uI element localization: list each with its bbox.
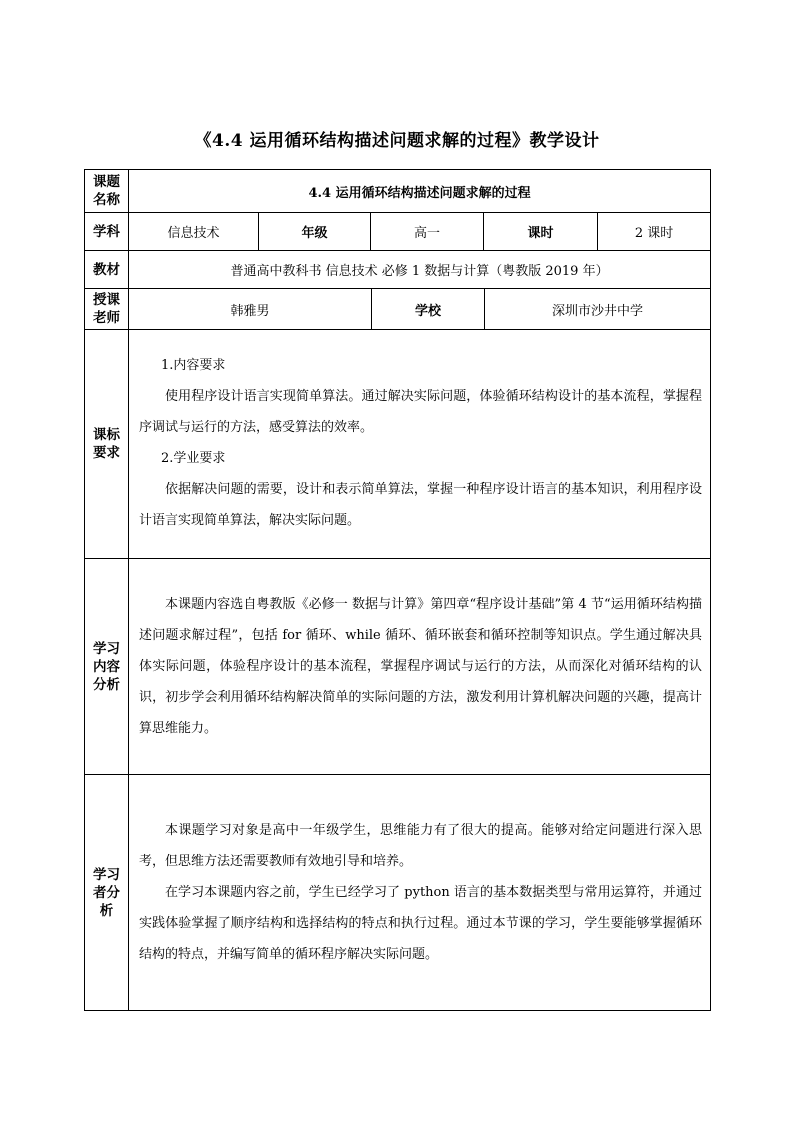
subject-value: 信息技术 (129, 213, 259, 251)
standards-content (129, 330, 711, 559)
content-analysis-text: 本课题内容选自粤教版《必修一 数据与计算》第四章“程序设计基础”第 4 节“运用循环结构描述问题求解过程”，包括 for 循环、while 循环、循环嵌套和循环控制等知识点。学生通过解决具体实际问题，体验程序设计的基本流程，掌握程序调试与运行的方法，从而深化对循环结构的认识，初步学会利用循环结构解决简单的实际问题的方法，激发利用计算机解决问题的兴趣，提高计算思维能力。 (139, 597, 703, 736)
textbook-label: 教材 (85, 251, 129, 289)
content-analysis-content (129, 559, 711, 775)
academic-requirement-text: 依据解决问题的需要，设计和表示简单算法，掌握一种程序设计语言的基本知识，利用程序设计语言实现简单算法，解决实际问题。 (139, 482, 703, 528)
content-requirement-text: 使用程序设计语言实现简单算法。通过解决实际问题，体验循环结构设计的基本流程，掌握程序调试与运行的方法，感受算法的效率。 (139, 389, 703, 435)
teacher-value: 韩雅男 (129, 289, 372, 330)
academic-requirement-heading: 2.学业要求 (161, 451, 226, 466)
document-title: 《4.4 运用循环结构描述问题求解的过程》教学设计 (194, 131, 600, 151)
topic-row (85, 170, 711, 213)
lesson-plan-table (84, 169, 711, 1011)
content-requirement-heading: 1.内容要求 (161, 358, 226, 373)
textbook-row (85, 251, 711, 289)
hours-value: 2 课时 (598, 213, 711, 251)
learner-analysis-text-2: 在学习本课题内容之前，学生已经学习了 python 语言的基本数据类型与常用运算符，并通过实践体验掌握了顺序结构和选择结构的特点和执行过程。通过本节课的学习，学生要能够掌握循环结构的特点，并编写简单的循环程序解决实际问题。 (139, 885, 703, 962)
teacher-row (85, 289, 711, 330)
teacher-label: 授课 老师 (85, 289, 129, 330)
topic-label: 课题 名称 (85, 170, 129, 213)
content-analysis-label: 学习 内容 分析 (85, 559, 129, 775)
standards-row (85, 330, 711, 559)
subject-row (85, 213, 711, 251)
school-label: 学校 (372, 289, 485, 330)
hours-label: 课时 (484, 213, 598, 251)
topic-value: 4.4 运用循环结构描述问题求解的过程 (129, 170, 711, 213)
learner-analysis-text-1: 本课题学习对象是高中一年级学生，思维能力有了很大的提高。能够对给定问题进行深入思考，但思维方法还需要教师有效地引导和培养。 (139, 823, 703, 869)
textbook-value: 普通高中教科书 信息技术 必修 1 数据与计算（粤教版 2019 年） (129, 251, 711, 289)
learner-analysis-row (85, 775, 711, 1011)
subject-label: 学科 (85, 213, 129, 251)
content-analysis-row (85, 559, 711, 775)
learner-analysis-label: 学习 者分 析 (85, 775, 129, 1011)
school-value: 深圳市沙井中学 (485, 289, 711, 330)
grade-label: 年级 (259, 213, 371, 251)
standards-label: 课标 要求 (85, 330, 129, 559)
learner-analysis-content (129, 775, 711, 1011)
grade-value: 高一 (371, 213, 484, 251)
